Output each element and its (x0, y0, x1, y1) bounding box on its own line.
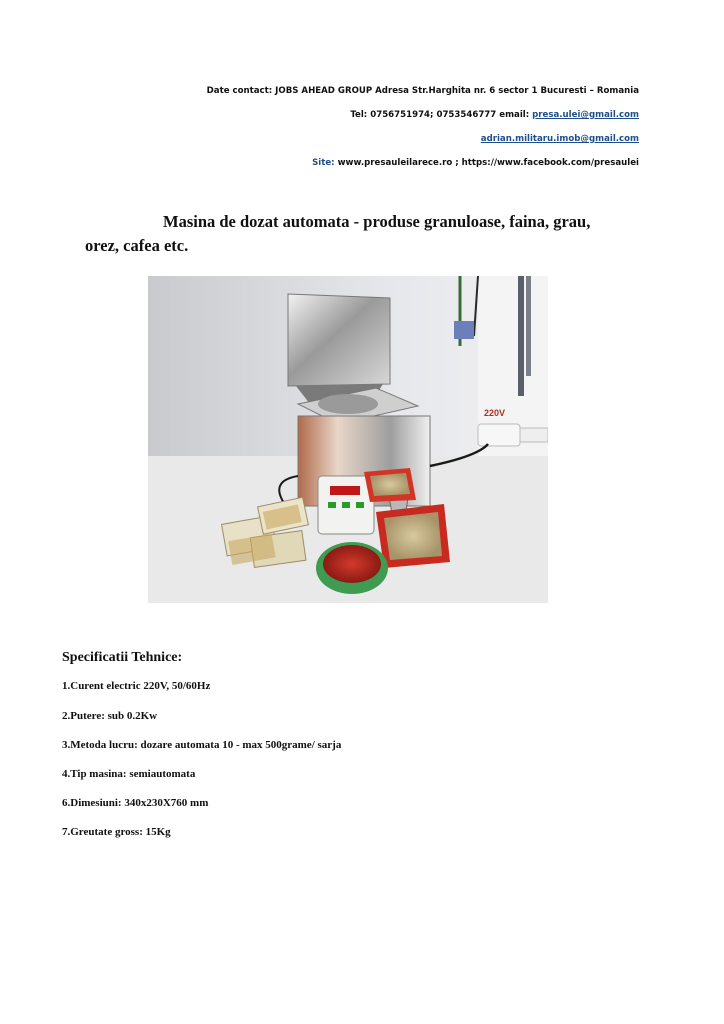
spec-item: 4.Tip masina: semiautomata (62, 768, 196, 780)
spec-item: 7.Greutate gross: 15Kg (62, 826, 171, 838)
contact-line-address: Date contact: JOBS AHEAD GROUP Adresa Str.Harghita nr. 6 sector 1 Bucuresti – Romania (206, 86, 639, 96)
spec-item: 2.Putere: sub 0.2Kw (62, 710, 158, 722)
spec-item: 3.Metoda lucru: dozare automata 10 - max 500grame/ sarja (62, 739, 342, 751)
site-urls: www.presauleilarece.ro ; https://www.facebook.com/presaulei (334, 158, 639, 168)
product-photo (148, 276, 548, 603)
email-link-primary[interactable]: presa.ulei@gmail.com (532, 110, 639, 120)
wall-label-220v: 220V (484, 408, 506, 418)
contact-line-phone (350, 110, 639, 120)
site-label: Site: (312, 158, 335, 168)
page-title-line1: Masina de dozat automata - produse granuloase, faina, grau, (163, 212, 591, 231)
contact-line-email2 (481, 134, 639, 144)
email-link-secondary[interactable]: adrian.militaru.imob@gmail.com (480, 134, 639, 144)
spec-item: 1.Curent electric 220V, 50/60Hz (62, 680, 211, 692)
phone-label: Tel: 0756751974; 0753546777 email: (350, 110, 533, 120)
spec-item: 6.Dimesiuni: 340x230X760 mm (62, 797, 209, 809)
page-title-line2: orez, cafea etc. (85, 236, 189, 255)
contact-line-site (312, 158, 639, 168)
specs-heading: Specificatii Tehnice: (62, 650, 183, 665)
product-photo-illustration (148, 276, 548, 603)
